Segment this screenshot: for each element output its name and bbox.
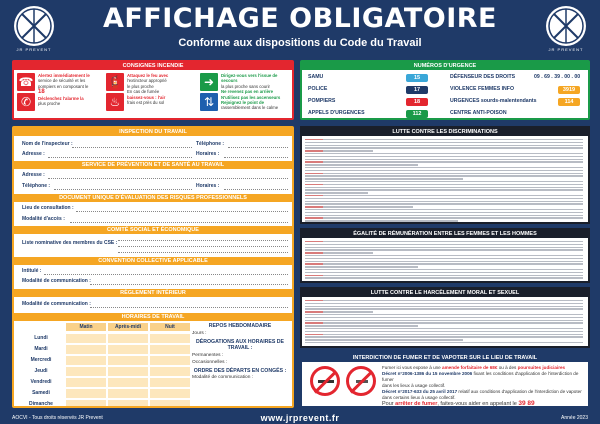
poster-header	[0, 0, 600, 58]
hours-cell[interactable]	[150, 356, 190, 365]
legal-text-line	[305, 328, 583, 329]
legal-text-line	[305, 198, 583, 199]
legal-text-line	[305, 156, 583, 157]
legal-article-marker	[305, 150, 323, 151]
emergency-label: POLICE	[308, 86, 328, 92]
field-communication2-line[interactable]	[90, 307, 288, 308]
legal-text-line	[305, 266, 418, 267]
legal-text-line	[305, 145, 583, 146]
legal-text-line	[305, 215, 583, 216]
legal-article-marker	[305, 173, 323, 174]
hours-cell[interactable]	[150, 367, 190, 376]
emergency-numbers-panel	[300, 60, 590, 120]
fire-evacuate-line: rassemblement dans le calme	[221, 105, 279, 111]
no-vaping-icon	[346, 366, 376, 396]
hours-cell[interactable]	[66, 389, 106, 398]
emergency-label: APPELS D'URGENCES	[308, 110, 365, 116]
legal-article-marker	[305, 300, 323, 301]
emergency-number: 09 . 69 . 39 . 00 . 00	[534, 74, 581, 80]
poster-subtitle: Conforme aux dispositions du Code du Travail	[178, 37, 422, 49]
hours-cell[interactable]	[66, 367, 106, 376]
weekly-rest-block	[192, 323, 288, 381]
communication3-label: Modalité de communication :	[192, 375, 254, 380]
fire-evacuate-line: Dirigez-vous vers l'issue de secours	[221, 73, 278, 84]
section-title-duerp: DOCUMENT UNIQUE D'ÉVALUATION DES RISQUES PROFESSIONNELS	[14, 194, 292, 202]
emergency-panel-title: NUMÉROS D'URGENCE	[302, 62, 588, 70]
legal-text-line	[305, 317, 583, 318]
legal-article-marker	[305, 241, 323, 242]
footer-year: Année 2023	[561, 415, 588, 421]
field-label-title: Intitulé :	[22, 268, 42, 274]
field-label-hours: Horaires :	[196, 151, 220, 157]
fire-alert-line: Alertez immédiatement le	[38, 73, 90, 78]
emergency-number: 18	[406, 98, 428, 106]
field-members-line[interactable]	[118, 246, 288, 247]
field-phone2-line[interactable]	[54, 189, 192, 190]
legal-article-marker	[305, 184, 323, 185]
no-smoking-icon	[310, 366, 340, 396]
field-label-address2: Adresse :	[22, 172, 45, 178]
legal-text-line	[305, 173, 583, 174]
equal-pay-title: ÉGALITÉ DE RÉMUNÉRATION ENTRE LES FEMMES ET LES HOMMES	[302, 230, 588, 238]
hours-cell[interactable]	[66, 378, 106, 387]
smoke-text-part: Fumer ici vous expose à une	[382, 365, 443, 370]
derogation-title: DÉROGATIONS AUX HORAIRES DE TRAVAIL :	[196, 338, 284, 351]
legal-text-line	[305, 175, 583, 176]
legal-text-line	[305, 339, 463, 340]
hours-day-label: Vendredi	[30, 379, 52, 385]
legal-text-line	[305, 269, 583, 270]
legal-text-line	[305, 184, 583, 185]
section-title-reglement: RÈGLEMENT INTÉRIEUR	[14, 289, 292, 297]
section-title-health: SERVICE DE PRÉVENTION ET DE SANTÉ AU TRAVAIL	[14, 161, 292, 169]
legal-text-line	[305, 187, 583, 188]
logo-text-right: JR PREVENT	[548, 47, 584, 52]
smoke-decree-2: Décret n°2017-633 du 25 avril 2017	[382, 389, 458, 394]
legal-text-line	[305, 212, 583, 213]
legal-text-line	[305, 275, 583, 276]
legal-text-line	[305, 195, 583, 196]
hours-day-label: Lundi	[34, 335, 48, 341]
section-title-cse: COMITÉ SOCIAL ET ÉCONOMIQUE	[14, 226, 292, 234]
occasional-label: Occasionnelles :	[192, 359, 228, 365]
quit-smoking: arrêter de fumer	[395, 401, 438, 407]
hours-cell[interactable]	[66, 400, 106, 409]
legal-text-line	[305, 272, 583, 273]
hours-cell[interactable]	[108, 334, 148, 343]
weekly-rest-title: REPOS HEBDOMADAIRE	[208, 323, 272, 329]
field-phone-line[interactable]	[228, 147, 288, 148]
emergency-label: VIOLENCE FEMMES INFO	[450, 86, 514, 92]
section-title-inspection: INSPECTION DU TRAVAIL	[14, 128, 292, 136]
legal-text-line	[305, 142, 583, 143]
hours-day-label: Dimanche	[29, 401, 53, 407]
smoke-decree-1: Décret n°2006-1386 du 15 novembre 2006	[382, 371, 473, 376]
legal-text-line	[305, 336, 583, 337]
field-members-line[interactable]	[118, 240, 288, 241]
field-communication-line[interactable]	[90, 284, 288, 285]
smoke-text-part: fixant les conditions d'application de l'interdiction de fumer	[382, 371, 579, 382]
legal-text-line	[305, 249, 583, 250]
emergency-label: URGENCES sourds-malentendants	[450, 98, 537, 104]
emergency-number: 3919	[558, 86, 580, 94]
field-label-communication: Modalité de communication :	[22, 278, 91, 284]
emergency-label: POMPIERS	[308, 98, 336, 104]
legal-text-line	[305, 263, 583, 264]
fire-evacuate-line: Ne revenez pas en arrière	[221, 89, 274, 95]
field-members-line[interactable]	[118, 252, 288, 253]
smoke-text-part: ou à des	[497, 365, 518, 370]
legal-text-line	[305, 220, 458, 221]
field-label-members: Liste nominative des membres du CSE :	[22, 240, 118, 246]
fire-smoke-line: En cas de fumée	[127, 89, 160, 95]
legal-text-line	[305, 170, 583, 171]
hours-cell[interactable]	[150, 345, 190, 354]
hours-cell[interactable]	[150, 334, 190, 343]
fire-smoke-line: frais est près du sol	[127, 100, 165, 106]
legal-article-marker	[305, 275, 323, 276]
legal-text-line	[305, 322, 583, 323]
legal-article-marker	[305, 334, 323, 335]
hours-cell[interactable]	[66, 334, 106, 343]
no-smoking-title: INTERDICTION DE FUMER ET DE VAPOTER SUR LE LIEU DE TRAVAIL	[302, 354, 588, 362]
equal-pay-panel	[300, 228, 590, 283]
fire-attack-line: Attaquez le feu avec	[127, 73, 169, 78]
fire-alarm-icon: ☎	[18, 75, 34, 89]
field-inspector-line[interactable]	[72, 147, 192, 148]
legal-text-line	[305, 255, 583, 256]
hours-cell[interactable]	[150, 400, 190, 409]
hours-cell[interactable]	[108, 378, 148, 387]
legal-text-line	[305, 303, 583, 304]
legal-text-line	[305, 320, 583, 321]
legal-text-line	[305, 247, 583, 248]
legal-text-line	[305, 241, 583, 242]
legal-text-line	[305, 139, 583, 140]
legal-text-line	[305, 300, 583, 301]
emergency-number: 15	[406, 74, 428, 82]
fire-smoke-line: baissez-vous : l'air	[127, 94, 166, 100]
fire-attack-text	[127, 73, 197, 105]
legal-text-line	[305, 203, 583, 204]
legal-text-line	[305, 261, 583, 262]
fire-alarm-line: plus proche	[38, 101, 61, 107]
hours-cell[interactable]	[108, 356, 148, 365]
rest-days-label: Jours :	[192, 330, 207, 336]
section-title-convention: CONVENTION COLLECTIVE APPLICABLE	[14, 257, 292, 265]
legal-text-line	[305, 308, 583, 309]
field-address2-line[interactable]	[48, 178, 288, 179]
fire-alert-text	[38, 73, 100, 106]
field-hours-line[interactable]	[224, 157, 288, 158]
fire-attack-line: l'extincteur approprié	[127, 78, 167, 84]
legal-text-line	[305, 159, 583, 160]
legal-text-line	[305, 147, 583, 148]
fire-bell-icon: ✆	[17, 93, 35, 111]
no-smoking-panel	[300, 352, 590, 408]
emergency-label: CENTRE ANTI-POISON	[450, 110, 507, 116]
fire-evacuate-line: N'utilisez pas les ascenseurs	[221, 94, 281, 100]
legal-article-marker	[305, 195, 323, 196]
footer-website-link[interactable]: www.jrprevent.fr	[260, 413, 340, 423]
hours-cell[interactable]	[66, 356, 106, 365]
field-label-place: Lieu de consultation :	[22, 205, 74, 211]
emergency-number: 17	[406, 86, 428, 94]
field-label-communication2: Modalité de communication :	[22, 301, 91, 307]
legal-text-line	[305, 192, 368, 193]
field-place-line[interactable]	[76, 211, 288, 212]
legal-text-line	[305, 161, 583, 162]
emergency-number: 112	[406, 110, 428, 118]
hours-col-header: Après-midi	[108, 323, 148, 331]
legal-text-line	[305, 217, 583, 218]
fire-panel-title: CONSIGNES INCENDIE	[14, 62, 292, 70]
smoke-text-part: dans les lieux à usage collectif.	[382, 383, 446, 388]
legal-article-marker	[305, 263, 323, 264]
fire-evacuate-line: la plus proche sans courir	[221, 83, 270, 89]
legal-article-marker	[305, 139, 323, 140]
smoke-text-part: , faites-vous aider en appelant le	[437, 401, 519, 407]
legal-text-line	[305, 258, 583, 259]
footer-copyright: AOCVI - Tous droits réservés JR Prevent	[12, 415, 103, 421]
field-address-line[interactable]	[48, 157, 192, 158]
legal-article-marker	[305, 311, 323, 312]
field-label-inspector: Nom de l'inspecteur :	[22, 141, 73, 147]
smoke-text-part: dans certains lieux à usage collectif.	[382, 395, 456, 400]
hours-cell[interactable]	[150, 389, 190, 398]
legal-text-line	[305, 306, 583, 307]
poster-title: AFFICHAGE OBLIGATOIRE	[102, 3, 498, 34]
smoke-prosecution: poursuites judiciaires	[517, 365, 566, 370]
fire-alert-line: service de sécurité et les	[38, 78, 86, 84]
legal-article-marker	[305, 322, 323, 323]
logo-text-left: JR PREVENT	[16, 47, 52, 52]
hours-day-label: Jeudi	[34, 368, 48, 374]
hours-cell[interactable]	[108, 367, 148, 376]
hours-day-label: Mercredi	[30, 357, 52, 363]
logo-icon	[10, 4, 58, 52]
permanent-label: Permanentes :	[192, 352, 224, 358]
legal-article-marker	[305, 217, 323, 218]
legal-text-line	[305, 189, 583, 190]
legal-text-line	[305, 331, 583, 332]
field-label-access: Modalité d'accès :	[22, 216, 65, 222]
legal-text-line	[305, 314, 583, 315]
hours-day-label: Mardi	[34, 346, 48, 352]
legal-text-line	[305, 178, 463, 179]
hours-cell[interactable]	[108, 389, 148, 398]
holiday-order-title: ORDRE DES DÉPARTS EN CONGÉS :	[193, 367, 287, 374]
hours-cell[interactable]	[108, 400, 148, 409]
fire-instructions-panel	[12, 60, 294, 120]
harassment-title: LUTTE CONTRE LE HARCÈLEMENT MORAL ET SEXUEL	[302, 289, 588, 297]
no-smoking-text	[382, 365, 587, 407]
field-label-phone: Téléphone :	[196, 141, 225, 147]
legal-text-line	[305, 334, 583, 335]
legal-text-line	[305, 167, 583, 168]
extinguisher-icon: 🧯	[107, 75, 123, 89]
logo-icon	[542, 4, 590, 52]
legal-text-line	[305, 164, 418, 165]
legal-text-line	[305, 325, 418, 326]
field-access-line[interactable]	[70, 222, 288, 223]
fire-evacuate-line: Rejoignez le point de	[221, 100, 264, 106]
section-title-horaires: HORAIRES DE TRAVAIL	[14, 313, 292, 321]
info-form-panel	[12, 126, 294, 408]
field-title-line[interactable]	[44, 274, 288, 275]
no-elevator-icon: ⇅	[200, 93, 218, 111]
emergency-label: SAMU	[308, 74, 324, 80]
emergency-number: 114	[558, 98, 580, 106]
field-hours2-line[interactable]	[224, 189, 288, 190]
smoke-fine: amende forfaitaire de 68€	[442, 365, 498, 370]
fire-alarm-line: Déclenchez l'alarme la	[38, 95, 84, 101]
hours-day-label: Samedi	[32, 390, 50, 396]
legal-text-line	[305, 181, 583, 182]
field-label-hours2: Horaires :	[196, 183, 220, 189]
legal-text-line	[305, 342, 583, 343]
discrimination-panel	[300, 126, 590, 224]
legal-text-line	[305, 244, 583, 245]
harassment-panel	[300, 287, 590, 348]
hours-col-header: Nuit	[150, 323, 190, 331]
fire-attack-line: le plus proche	[127, 83, 154, 89]
fire-alert-line: pompiers en composant le	[38, 83, 89, 89]
quit-smoking-number: 39 89	[518, 400, 535, 407]
field-label-phone2: Téléphone :	[22, 183, 51, 189]
smoke-icon: ♨	[106, 93, 124, 111]
hours-cell[interactable]	[150, 378, 190, 387]
legal-text-line	[305, 201, 583, 202]
discrimination-title: LUTTE CONTRE LES DISCRIMINATIONS	[302, 128, 588, 136]
legal-text-line	[305, 153, 583, 154]
fire-number: 18	[38, 89, 45, 96]
smoke-text-part: relatif aux conditions d'application de l'interdiction de vapoter	[457, 389, 582, 394]
legal-article-marker	[305, 161, 323, 162]
smoke-text-part: Pour	[382, 401, 396, 407]
fire-evacuate-text	[221, 73, 294, 111]
emergency-label: DÉFENSEUR DES DROITS	[450, 74, 516, 80]
emergency-exit-icon: ➜	[200, 73, 218, 91]
legal-article-marker	[305, 206, 323, 207]
legal-text-line	[305, 209, 583, 210]
field-label-address: Adresse :	[22, 151, 45, 157]
legal-text-line	[305, 277, 583, 278]
hours-cell[interactable]	[66, 345, 106, 354]
hours-col-header: Matin	[66, 323, 106, 331]
hours-cell[interactable]	[108, 345, 148, 354]
legal-article-marker	[305, 252, 323, 253]
